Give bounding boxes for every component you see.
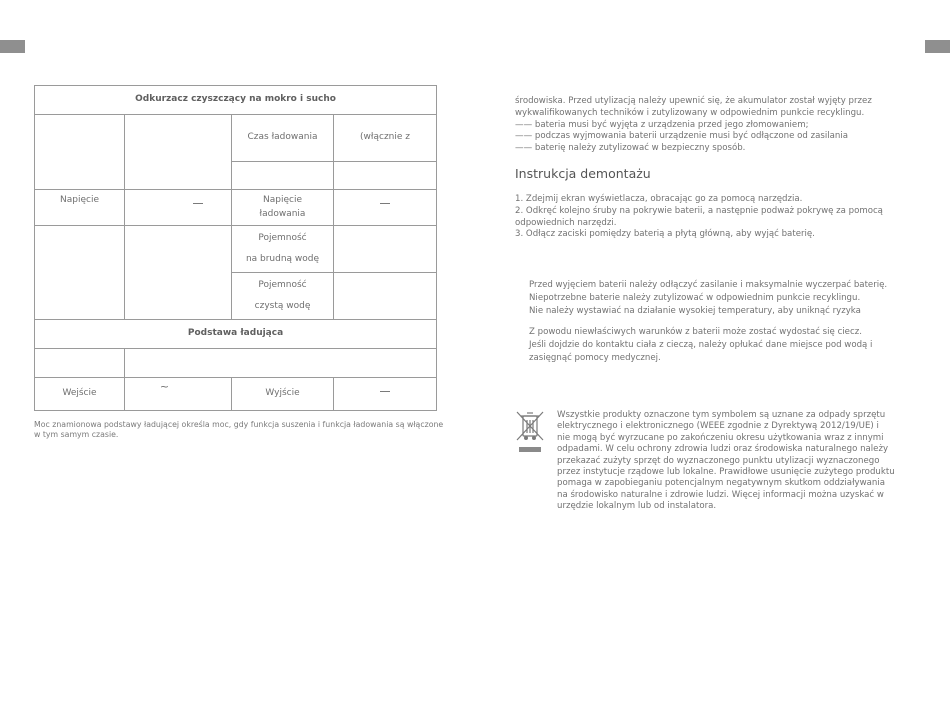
table-footnote: Moc znamionowa podstawy ładującej określa moc, gdy funkcja suszenia i funkcja ładowania są włączone w tym samym czasie.: [34, 420, 444, 439]
table-cell: [125, 226, 232, 320]
intro-line: —— bateria musi być wyjęta z urządzenia przed jego złomowaniem;: [515, 119, 809, 130]
weee-line: przez instytucje rządowe lub lokalne. Prawidłowe usunięcie zużytego produktu: [557, 467, 895, 478]
weee-notice: [557, 410, 919, 513]
warning-line: Niepotrzebne baterie należy zutylizować w odpowiednim punkcie recyklingu.: [529, 292, 861, 303]
voltage-dc-symbol-cell: [125, 190, 232, 226]
dc-symbol-icon: [380, 203, 390, 209]
output-dc-cell: [334, 378, 437, 411]
weee-line: elektrycznego i elektronicznego (WEEE zgodnie z Dyrektywą 2012/19/UE) i: [557, 421, 879, 432]
output-label: Wyjście: [232, 378, 334, 411]
section-heading: Instrukcja demontażu: [515, 166, 651, 181]
page-tab-right: [925, 40, 950, 53]
intro-line: —— baterię należy zutylizować w bezpieczny sposób.: [515, 143, 746, 154]
input-label: Wejście: [35, 378, 125, 411]
weee-line: nie mogą być wyrzucane po zakończeniu okresu użytkowania wraz z innymi: [557, 432, 884, 443]
step-line: 1. Zdejmij ekran wyświetlacza, obracając go za pomocą narzędzia.: [515, 194, 803, 204]
table-cell: [35, 349, 125, 378]
dc-symbol-icon: [193, 203, 203, 209]
voltage-label: Napięcie: [35, 190, 125, 226]
clean-water-label: [232, 273, 334, 320]
step-line: 2. Odkręć kolejno śruby na pokrywie baterii, a następnie podważ pokrywę za pomocą: [515, 205, 883, 216]
charge-time-value: (włącznie z: [334, 115, 437, 162]
ac-symbol-icon: ~: [159, 380, 170, 393]
spec-table: [34, 85, 437, 411]
disassembly-steps: [515, 194, 915, 241]
table-cell: [125, 349, 437, 378]
charge-time-label: Czas ładowania: [232, 115, 334, 162]
dirty-water-line-1: Pojemność: [258, 233, 307, 244]
input-ac-cell: [125, 378, 232, 411]
charge-voltage-dc-cell: [334, 190, 437, 226]
weee-line: urzędzie lokalnym lub od instalatora.: [557, 501, 717, 512]
weee-line: pomaga w zapobieganiu potencjalnym negatywnym skutkom oddziaływania: [557, 478, 886, 489]
table-title: Odkurzacz czyszczący na mokro i sucho: [35, 86, 437, 115]
charge-voltage-line-1: Napięcie: [263, 195, 302, 206]
table-cell: [334, 226, 437, 273]
warning-line: Nie należy wystawiać na działanie wysokiej temperatury, aby uniknąć ryzyka: [529, 305, 861, 316]
table-cell: [35, 115, 125, 190]
weee-line: przekazać zużyty sprzęt do wyznaczonego punktu utylizacji wyznaczonego: [557, 455, 880, 466]
warning-line: Jeśli dojdzie do kontaktu ciała z cieczą, należy opłukać dane miejsce pod wodą i: [529, 340, 873, 351]
weee-bin-icon: [515, 410, 545, 454]
warning-line: Z powodu niewłaściwych warunków z baterii może zostać wydostać się ciecz.: [529, 327, 862, 338]
base-title: Podstawa ładująca: [35, 320, 437, 349]
charge-voltage-line-2: ładowania: [259, 208, 306, 219]
page-tab-left: [0, 40, 25, 53]
weee-line: odpadami. W celu ochrony zdrowia ludzi oraz środowiska naturalnego należy: [557, 444, 889, 455]
clean-water-line-1: Pojemność: [258, 280, 307, 291]
intro-line: wykwalifikowanych techników i zutylizowany w odpowiednim punkcie recyklingu.: [515, 107, 865, 118]
step-line: 3. Odłącz zaciski pomiędzy baterią a płytą główną, aby wyjąć baterię.: [515, 229, 815, 240]
dirty-water-label: [232, 226, 334, 273]
weee-line: na środowisko naturalne i zdrowie ludzi. Więcej informacji można uzyskać w: [557, 489, 884, 500]
weee-line: Wszystkie produkty oznaczone tym symbolem są uznane za odpady sprzętu: [557, 410, 886, 420]
intro-line: —— podczas wyjmowania baterii urządzenie musi być odłączone od zasilania: [515, 131, 848, 142]
intro-text: [515, 96, 915, 155]
dc-symbol-icon: [380, 391, 390, 397]
table-cell: [334, 273, 437, 320]
table-cell: [35, 226, 125, 320]
intro-line: środowiska. Przed utylizacją należy upewnić się, że akumulator został wyjęty przez: [515, 96, 872, 106]
battery-warnings: [529, 279, 919, 365]
table-cell: [334, 162, 437, 190]
table-cell: [125, 115, 232, 190]
table-cell: [232, 162, 334, 190]
charge-voltage-label: [232, 190, 334, 226]
warning-line: zasięgnąć pomocy medycznej.: [529, 352, 661, 363]
warning-line: Przed wyjęciem baterii należy odłączyć zasilanie i maksymalnie wyczerpać baterię.: [529, 280, 888, 290]
dirty-water-line-2: na brudną wodę: [245, 253, 320, 264]
clean-water-line-2: czystą wodę: [254, 300, 311, 311]
step-line: odpowiednich narzędzi.: [515, 217, 617, 228]
